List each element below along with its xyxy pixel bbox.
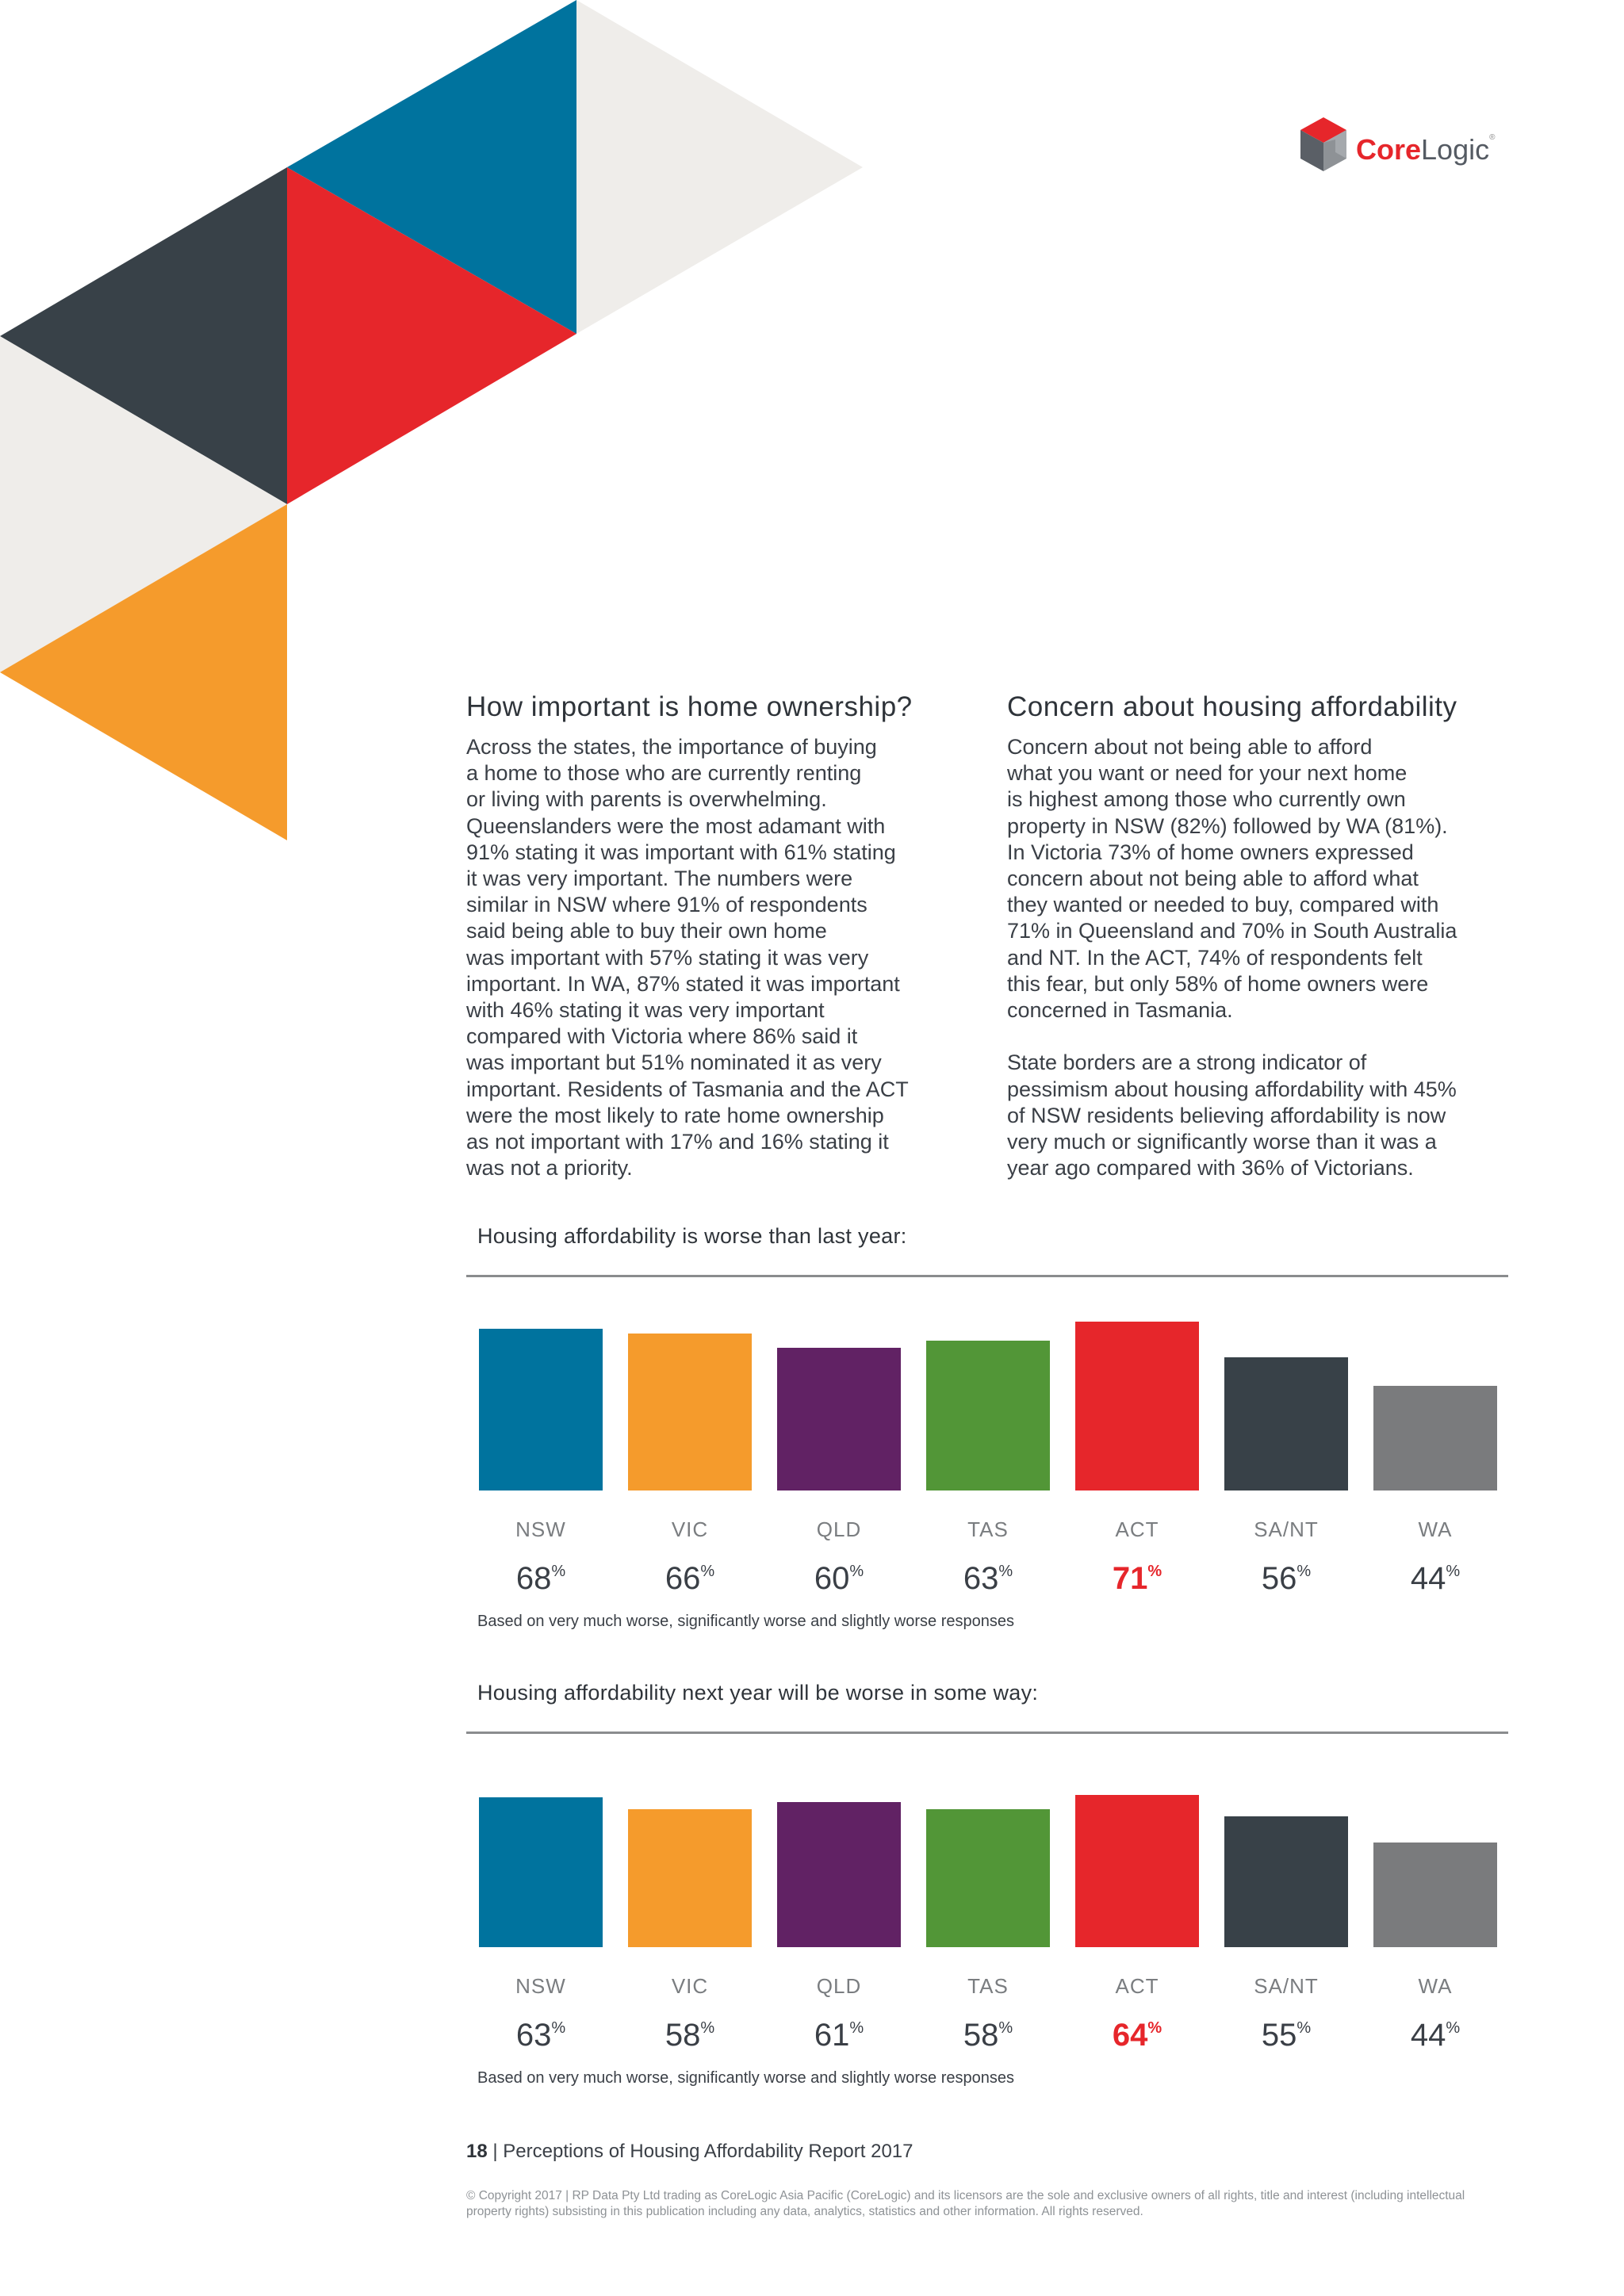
value-label-wa: 44%: [1410, 2018, 1461, 2053]
value-label-vic: 66%: [665, 1561, 715, 1596]
category-label-qld: QLD: [816, 1974, 862, 1998]
category-label-vic: VIC: [671, 1974, 709, 1998]
chart-2-title: Housing affordability next year will be worse in some way:: [477, 1681, 1039, 1705]
bar-vic: [628, 1809, 752, 1947]
bar-act: [1075, 1795, 1199, 1947]
value-label-act: 64%: [1112, 2018, 1162, 2053]
value-label-nsw: 68%: [515, 1561, 566, 1596]
category-label-act: ACT: [1115, 1517, 1159, 1541]
value-label-sa-nt: 56%: [1261, 1561, 1312, 1596]
heading-home-ownership: How important is home ownership?: [466, 691, 913, 722]
corelogic-logo: [1297, 116, 1503, 179]
value-label-sa-nt: 55%: [1261, 2018, 1312, 2053]
corelogic-wordmark: [1356, 133, 1495, 166]
value-label-qld: 60%: [814, 1561, 864, 1596]
corelogic-cube-icon: [1297, 116, 1350, 174]
chart-1-bars: [466, 1300, 1508, 1601]
value-label-qld: 61%: [814, 2018, 864, 2053]
category-label-tas: TAS: [967, 1974, 1009, 1998]
article-right-column: [1007, 691, 1515, 1181]
chart-2-note: Based on very much worse, significantly worse and slightly worse responses: [477, 2069, 1014, 2087]
heading-affordability-concern: Concern about housing affordability: [1007, 691, 1457, 722]
footer-separator: |: [487, 2141, 504, 2162]
bar-wa: [1373, 1843, 1497, 1947]
category-label-tas: TAS: [967, 1517, 1009, 1541]
logo-text-core: Core: [1356, 133, 1422, 166]
copyright-notice: © Copyright 2017 | RP Data Pty Ltd trading as CoreLogic Asia Pacific (CoreLogic) and its licensors are the sole and exclusive owners of all rights, title and interest (including intellectual property rights) subsisting in this publication including any data, analytics, statistics and other information. All rights reserved.: [466, 2189, 1465, 2218]
body-home-ownership: Across the states, the importance of buying a home to those who are currently renting or living with parents is overwhelming. Queenslanders were the most adamant with 91% stating it was important with 61% stating it was very important. The numbers were similar in NSW where 91% of respondents said being able to buy their own home was important with 57% stating it was very important. In WA, 87% stated it was important with 46% stating it was very important compared with Victoria where 86% said it was important but 51% nominated it as very important. Residents of Tasmania and the ACT were the most likely to rate home ownership as not important with 17% and 16% stating it was not a priority.: [466, 735, 909, 1181]
value-label-tas: 58%: [963, 2018, 1013, 2053]
bar-vic: [628, 1334, 752, 1490]
value-label-wa: 44%: [1410, 1561, 1461, 1596]
bar-tas: [926, 1341, 1050, 1490]
page-footer: [466, 2141, 914, 2163]
triangle-light-gray-top: [576, 0, 863, 334]
body-affordability-concern: Concern about not being able to afford what you want or need for your next home is highest among those who currently own property in NSW (82%) followed by WA (81%). In Victoria 73% of home owners expressed concern about not being able to afford what they wanted or needed to buy, compared with 71% in Queensland and 70% in South Australia and NT. In the ACT, 74% of respondents felt this fear, but only 58% of home owners were concerned in Tasmania. State borders are a strong indicator of pessimism about housing affordability with 45% of NSW residents believing affordability is now very much or significantly worse than it was a year ago compared with 36% of Victorians.: [1007, 735, 1457, 1181]
bar-qld: [777, 1348, 901, 1490]
chart-1-title: Housing affordability is worse than last year:: [477, 1224, 907, 1248]
chart-1-rule: [466, 1275, 1508, 1277]
chart-1-note: Based on very much worse, significantly worse and slightly worse responses: [477, 1613, 1014, 1630]
bar-sa-nt: [1224, 1816, 1348, 1947]
category-label-qld: QLD: [816, 1517, 862, 1541]
logo-trademark: ®: [1489, 133, 1496, 142]
category-label-sa-nt: SA/NT: [1254, 1517, 1319, 1541]
bar-wa: [1373, 1386, 1497, 1490]
bar-nsw: [479, 1797, 603, 1947]
value-label-vic: 58%: [665, 2018, 715, 2053]
category-label-sa-nt: SA/NT: [1254, 1974, 1319, 1998]
category-label-act: ACT: [1115, 1974, 1159, 1998]
bar-act: [1075, 1322, 1199, 1490]
category-label-nsw: NSW: [515, 1974, 566, 1998]
value-label-act: 71%: [1112, 1561, 1162, 1596]
logo-text-logic: Logic: [1421, 133, 1490, 166]
chart-2-rule: [466, 1732, 1508, 1734]
bar-tas: [926, 1809, 1050, 1947]
bar-qld: [777, 1802, 901, 1947]
category-label-wa: WA: [1418, 1974, 1453, 1998]
report-title: Perceptions of Housing Affordability Report 2017: [503, 2141, 914, 2162]
value-label-nsw: 63%: [515, 2018, 566, 2053]
category-label-vic: VIC: [671, 1517, 709, 1541]
category-label-wa: WA: [1418, 1517, 1453, 1541]
page-number: 18: [466, 2141, 488, 2162]
chart-2-bars: [466, 1757, 1508, 2058]
bar-sa-nt: [1224, 1357, 1348, 1490]
bar-nsw: [479, 1329, 603, 1490]
category-label-nsw: NSW: [515, 1517, 566, 1541]
article-left-column: [466, 691, 974, 1181]
value-label-tas: 63%: [963, 1561, 1013, 1596]
